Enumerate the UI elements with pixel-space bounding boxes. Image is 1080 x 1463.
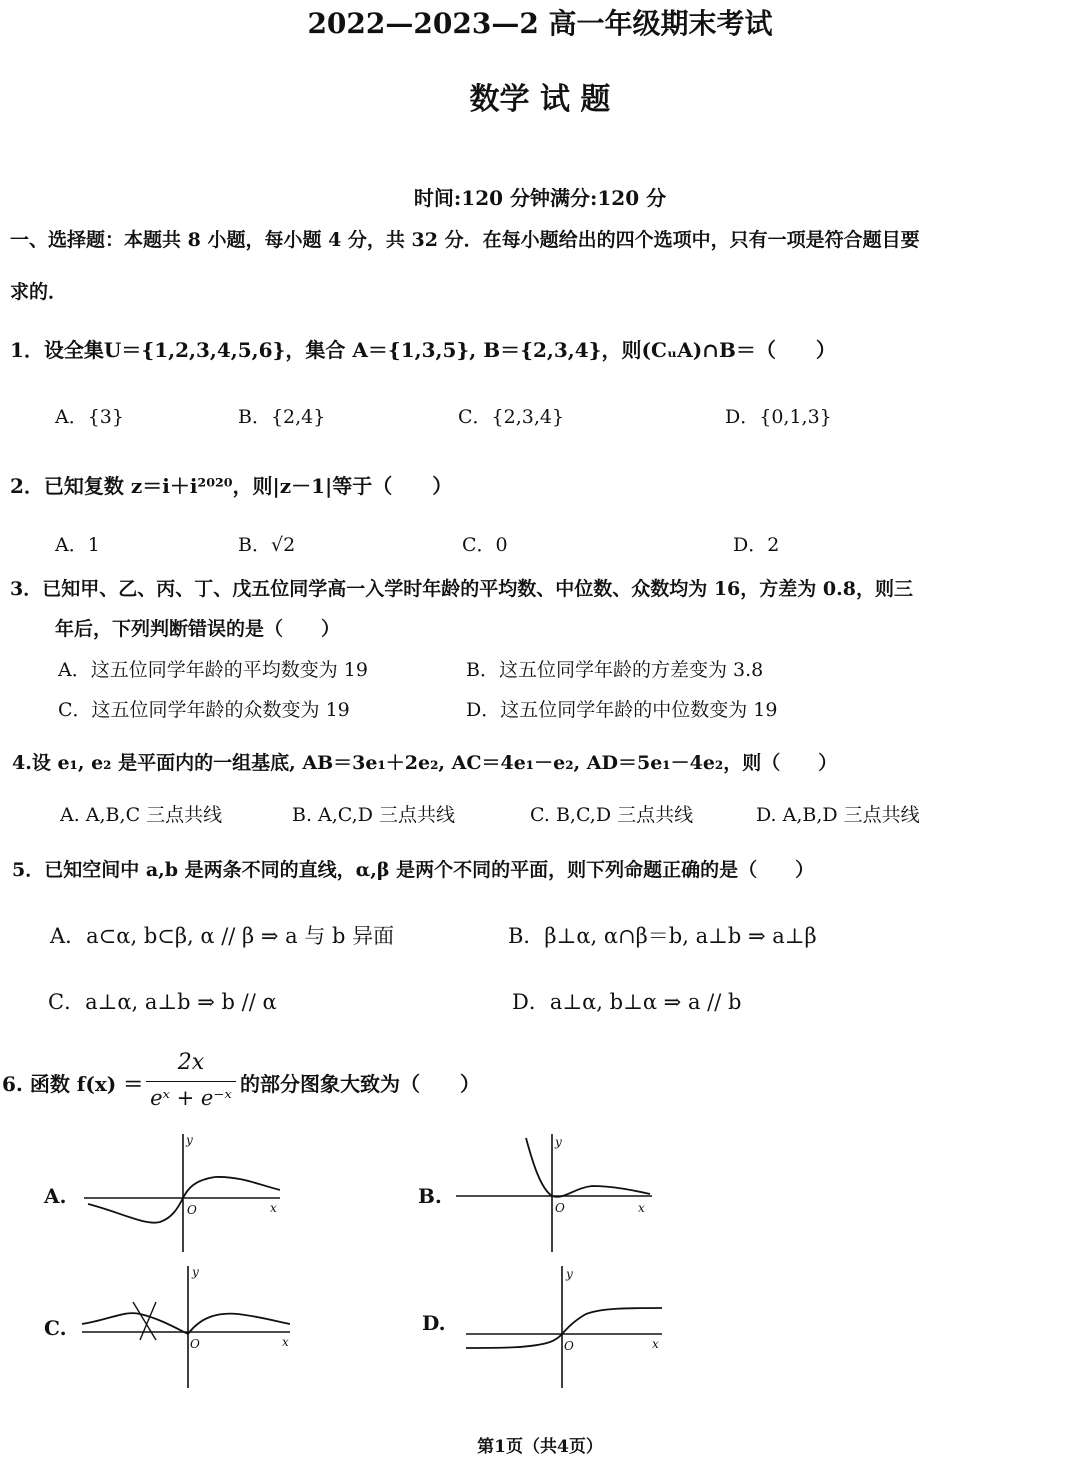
exam-title: 2022—2023—2 高一年级期末考试 <box>307 7 773 40</box>
question-5-option-a: A．a⊂α, b⊂β, α // β ⇒ a 与 b 异面 <box>50 924 395 948</box>
question-2-option-d: D．2 <box>733 534 780 556</box>
question-3-stem-line2: 年后，下列判断错误的是（ ） <box>55 618 341 640</box>
question-4-stem: 4.设 e₁, e₂ 是平面内的一组基底, AB＝3e₁＋2e₂, AC＝4e₁－e₂, AD＝5e₁－4e₂，则（ ） <box>12 752 838 774</box>
graph-c-curve <box>82 1313 290 1334</box>
graph-b <box>452 1130 662 1255</box>
question-4-option-b: B. A,C,D 三点共线 <box>292 804 455 826</box>
graph-c-label: C. <box>44 1316 67 1340</box>
graph-a-curve <box>88 1177 280 1223</box>
graph-c-x-label: x <box>282 1335 289 1349</box>
subject-title: 数学 试 题 <box>469 82 611 117</box>
question-6-numerator: 2x <box>177 1050 205 1075</box>
question-3-option-c: C．这五位同学年龄的众数变为 19 <box>58 699 350 721</box>
graph-a-origin: O <box>187 1203 197 1217</box>
section-intro-line2: 求的． <box>10 281 68 303</box>
question-1-option-a: A．{3} <box>55 406 124 428</box>
graph-c <box>78 1262 298 1392</box>
graph-b-origin: O <box>555 1201 565 1215</box>
graph-d-y-label: y <box>566 1267 573 1281</box>
question-6-stem-prefix: 6. 函数 f(x) ＝ <box>2 1072 144 1096</box>
graph-b-x-label: x <box>638 1201 645 1215</box>
question-2-option-c: C．0 <box>462 534 508 556</box>
page-footer: 第1页（共4页） <box>477 1437 603 1457</box>
graph-a <box>80 1130 290 1255</box>
graph-a-x-label: x <box>270 1201 277 1215</box>
question-5-option-c: C．a⊥α, a⊥b ⇒ b // α <box>48 990 277 1014</box>
graph-c-cross-mark <box>133 1302 156 1340</box>
question-3-option-b: B．这五位同学年龄的方差变为 3.8 <box>466 659 764 681</box>
question-5-option-b: B．β⊥α, α∩β＝b, a⊥b ⇒ a⊥β <box>508 924 817 948</box>
exam-meta: 时间:120 分钟满分:120 分 <box>413 186 667 210</box>
graph-c-origin: O <box>190 1337 200 1351</box>
graph-d-label: D. <box>422 1311 446 1335</box>
question-3-stem-line1: 3．已知甲、乙、丙、丁、戊五位同学高一入学时年龄的平均数、中位数、众数均为 16，方差为 0.8，则三 <box>10 578 913 600</box>
question-2-option-a: A．1 <box>55 534 100 556</box>
question-1-option-b: B．{2,4} <box>238 406 326 428</box>
section-intro-line1: 一、选择题：本题共 8 小题，每小题 4 分，共 32 分．在每小题给出的四个选项中，只有一项是符合题目要 <box>10 229 920 251</box>
question-4-option-c: C. B,C,D 三点共线 <box>530 804 694 826</box>
graph-b-label: B. <box>418 1184 442 1208</box>
question-2-option-b: B．√2 <box>238 534 296 556</box>
graph-d-x-label: x <box>652 1337 659 1351</box>
question-2-stem: 2．已知复数 z＝i＋i²⁰²⁰，则|z－1|等于（ ） <box>10 474 453 498</box>
question-4-option-d: D. A,B,D 三点共线 <box>756 804 920 826</box>
question-6-denominator: eˣ + e⁻ˣ <box>150 1086 232 1110</box>
question-3-option-d: D．这五位同学年龄的中位数变为 19 <box>466 699 778 721</box>
question-1-option-c: C．{2,3,4} <box>458 406 565 428</box>
question-3-option-a: A．这五位同学年龄的平均数变为 19 <box>58 659 368 681</box>
graph-d <box>462 1262 672 1392</box>
question-5-option-d: D．a⊥α, b⊥α ⇒ a // b <box>512 990 742 1014</box>
graph-a-label: A. <box>44 1184 67 1208</box>
question-1-option-d: D．{0,1,3} <box>725 406 832 428</box>
graph-c-y-label: y <box>192 1265 199 1279</box>
question-4-option-a: A. A,B,C 三点共线 <box>60 804 223 826</box>
question-6-stem-suffix: 的部分图象大致为（ ） <box>240 1072 480 1096</box>
graph-a-y-label: y <box>186 1133 193 1147</box>
graph-d-origin: O <box>564 1339 574 1353</box>
graph-b-y-label: y <box>555 1135 562 1149</box>
question-1-stem: 1．设全集U＝{1,2,3,4,5,6}，集合 A＝{1,3,5}, B＝{2,3,4}，则(CᵤA)∩B＝（ ） <box>10 338 836 362</box>
fraction-bar <box>146 1081 236 1082</box>
question-5-stem: 5．已知空间中 a,b 是两条不同的直线，α,β 是两个不同的平面，则下列命题正确的是（ ） <box>12 859 815 881</box>
graph-b-curve <box>526 1138 650 1197</box>
